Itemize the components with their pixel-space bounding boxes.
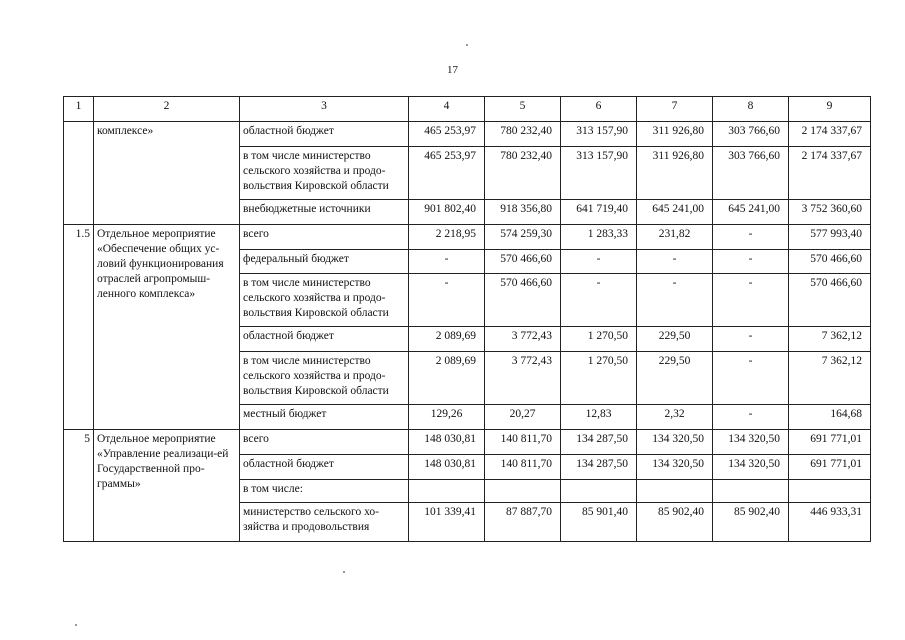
value-cell: 1 270,50	[561, 352, 637, 405]
value-cell: 901 802,40	[409, 200, 485, 225]
value-cell: 164,68	[789, 405, 871, 430]
page-number: 17	[447, 64, 458, 76]
value-cell: 2,32	[637, 405, 713, 430]
funding-source: в том числе министерство сельского хозяйства и продо-вольствия Кировской области	[240, 352, 409, 405]
value-cell: 87 887,70	[485, 503, 561, 542]
value-cell: 313 157,90	[561, 147, 637, 200]
value-cell: 570 466,60	[485, 274, 561, 327]
value-cell: -	[713, 352, 789, 405]
value-cell: -	[713, 405, 789, 430]
row-index: 5	[64, 430, 94, 542]
value-cell: 780 232,40	[485, 147, 561, 200]
column-number: 2	[94, 97, 240, 122]
value-cell: 645 241,00	[637, 200, 713, 225]
value-cell: 465 253,97	[409, 147, 485, 200]
value-cell: 1 283,33	[561, 225, 637, 250]
funding-source: внебюджетные источники	[240, 200, 409, 225]
scan-speck	[75, 624, 77, 626]
value-cell: 2 174 337,67	[789, 147, 871, 200]
column-number: 7	[637, 97, 713, 122]
value-cell: 85 901,40	[561, 503, 637, 542]
value-cell: 570 466,60	[789, 274, 871, 327]
measure-name: комплексе»	[94, 122, 240, 225]
value-cell: 918 356,80	[485, 200, 561, 225]
value-cell: 570 466,60	[485, 250, 561, 274]
value-cell: 134 287,50	[561, 430, 637, 455]
funding-source: всего	[240, 225, 409, 250]
budget-table	[63, 96, 871, 542]
value-cell: -	[713, 250, 789, 274]
scan-speck	[466, 44, 468, 46]
value-cell: -	[713, 225, 789, 250]
value-cell: 134 320,50	[713, 430, 789, 455]
value-cell	[789, 480, 871, 503]
value-cell: 229,50	[637, 352, 713, 405]
value-cell: 140 811,70	[485, 455, 561, 480]
value-cell: 148 030,81	[409, 430, 485, 455]
funding-source: министерство сельского хо-зяйства и продовольствия	[240, 503, 409, 542]
row-index: 1.5	[64, 225, 94, 430]
value-cell: 570 466,60	[789, 250, 871, 274]
value-cell: 645 241,00	[713, 200, 789, 225]
value-cell: 229,50	[637, 327, 713, 352]
value-cell: -	[713, 327, 789, 352]
value-cell: 140 811,70	[485, 430, 561, 455]
value-cell: -	[561, 250, 637, 274]
funding-source: местный бюджет	[240, 405, 409, 430]
value-cell: -	[409, 250, 485, 274]
value-cell	[561, 480, 637, 503]
value-cell: 134 287,50	[561, 455, 637, 480]
value-cell: 134 320,50	[637, 455, 713, 480]
value-cell: 1 270,50	[561, 327, 637, 352]
funding-source: областной бюджет	[240, 327, 409, 352]
value-cell	[637, 480, 713, 503]
value-cell: 85 902,40	[713, 503, 789, 542]
table-row	[64, 225, 871, 250]
row-index	[64, 122, 94, 225]
value-cell: 3 772,43	[485, 352, 561, 405]
value-cell: 129,26	[409, 405, 485, 430]
value-cell: 577 993,40	[789, 225, 871, 250]
value-cell: -	[409, 274, 485, 327]
value-cell: 311 926,80	[637, 147, 713, 200]
column-number: 6	[561, 97, 637, 122]
value-cell: 311 926,80	[637, 122, 713, 147]
table-row	[64, 430, 871, 455]
value-cell: 691 771,01	[789, 430, 871, 455]
value-cell: 2 174 337,67	[789, 122, 871, 147]
value-cell: 231,82	[637, 225, 713, 250]
value-cell: 85 902,40	[637, 503, 713, 542]
funding-source: областной бюджет	[240, 122, 409, 147]
value-cell: 303 766,60	[713, 122, 789, 147]
measure-name: Отдельное мероприятие «Обеспечение общих ус-ловий функционирования отраслей агропромыш-ленного комплекса»	[94, 225, 240, 430]
column-number: 3	[240, 97, 409, 122]
funding-source: областной бюджет	[240, 455, 409, 480]
funding-source: всего	[240, 430, 409, 455]
funding-source: в том числе:	[240, 480, 409, 503]
value-cell: 691 771,01	[789, 455, 871, 480]
funding-source: в том числе министерство сельского хозяйства и продо-вольствия Кировской области	[240, 274, 409, 327]
column-number: 5	[485, 97, 561, 122]
value-cell: 574 259,30	[485, 225, 561, 250]
value-cell: 446 933,31	[789, 503, 871, 542]
funding-source: в том числе министерство сельского хозяйства и продо-вольствия Кировской области	[240, 147, 409, 200]
value-cell: -	[637, 250, 713, 274]
value-cell: 134 320,50	[637, 430, 713, 455]
column-number: 8	[713, 97, 789, 122]
value-cell: 780 232,40	[485, 122, 561, 147]
value-cell: 3 772,43	[485, 327, 561, 352]
value-cell: 465 253,97	[409, 122, 485, 147]
value-cell: 148 030,81	[409, 455, 485, 480]
funding-source: федеральный бюджет	[240, 250, 409, 274]
column-number: 9	[789, 97, 871, 122]
value-cell: 7 362,12	[789, 327, 871, 352]
table-row	[64, 122, 871, 147]
value-cell: 7 362,12	[789, 352, 871, 405]
value-cell: 303 766,60	[713, 147, 789, 200]
value-cell: 20,27	[485, 405, 561, 430]
value-cell: 2 089,69	[409, 352, 485, 405]
value-cell	[409, 480, 485, 503]
value-cell: 2 089,69	[409, 327, 485, 352]
value-cell	[713, 480, 789, 503]
scan-speck	[343, 571, 345, 573]
column-number-row	[64, 97, 871, 122]
value-cell	[485, 480, 561, 503]
value-cell: 101 339,41	[409, 503, 485, 542]
value-cell: 2 218,95	[409, 225, 485, 250]
value-cell: 134 320,50	[713, 455, 789, 480]
value-cell: -	[713, 274, 789, 327]
value-cell: 313 157,90	[561, 122, 637, 147]
value-cell: 12,83	[561, 405, 637, 430]
measure-name: Отдельное мероприятие «Управление реализаци-ей Государственной про-граммы»	[94, 430, 240, 542]
value-cell: -	[561, 274, 637, 327]
value-cell: 3 752 360,60	[789, 200, 871, 225]
column-number: 1	[64, 97, 94, 122]
value-cell: 641 719,40	[561, 200, 637, 225]
column-number: 4	[409, 97, 485, 122]
value-cell: -	[637, 274, 713, 327]
